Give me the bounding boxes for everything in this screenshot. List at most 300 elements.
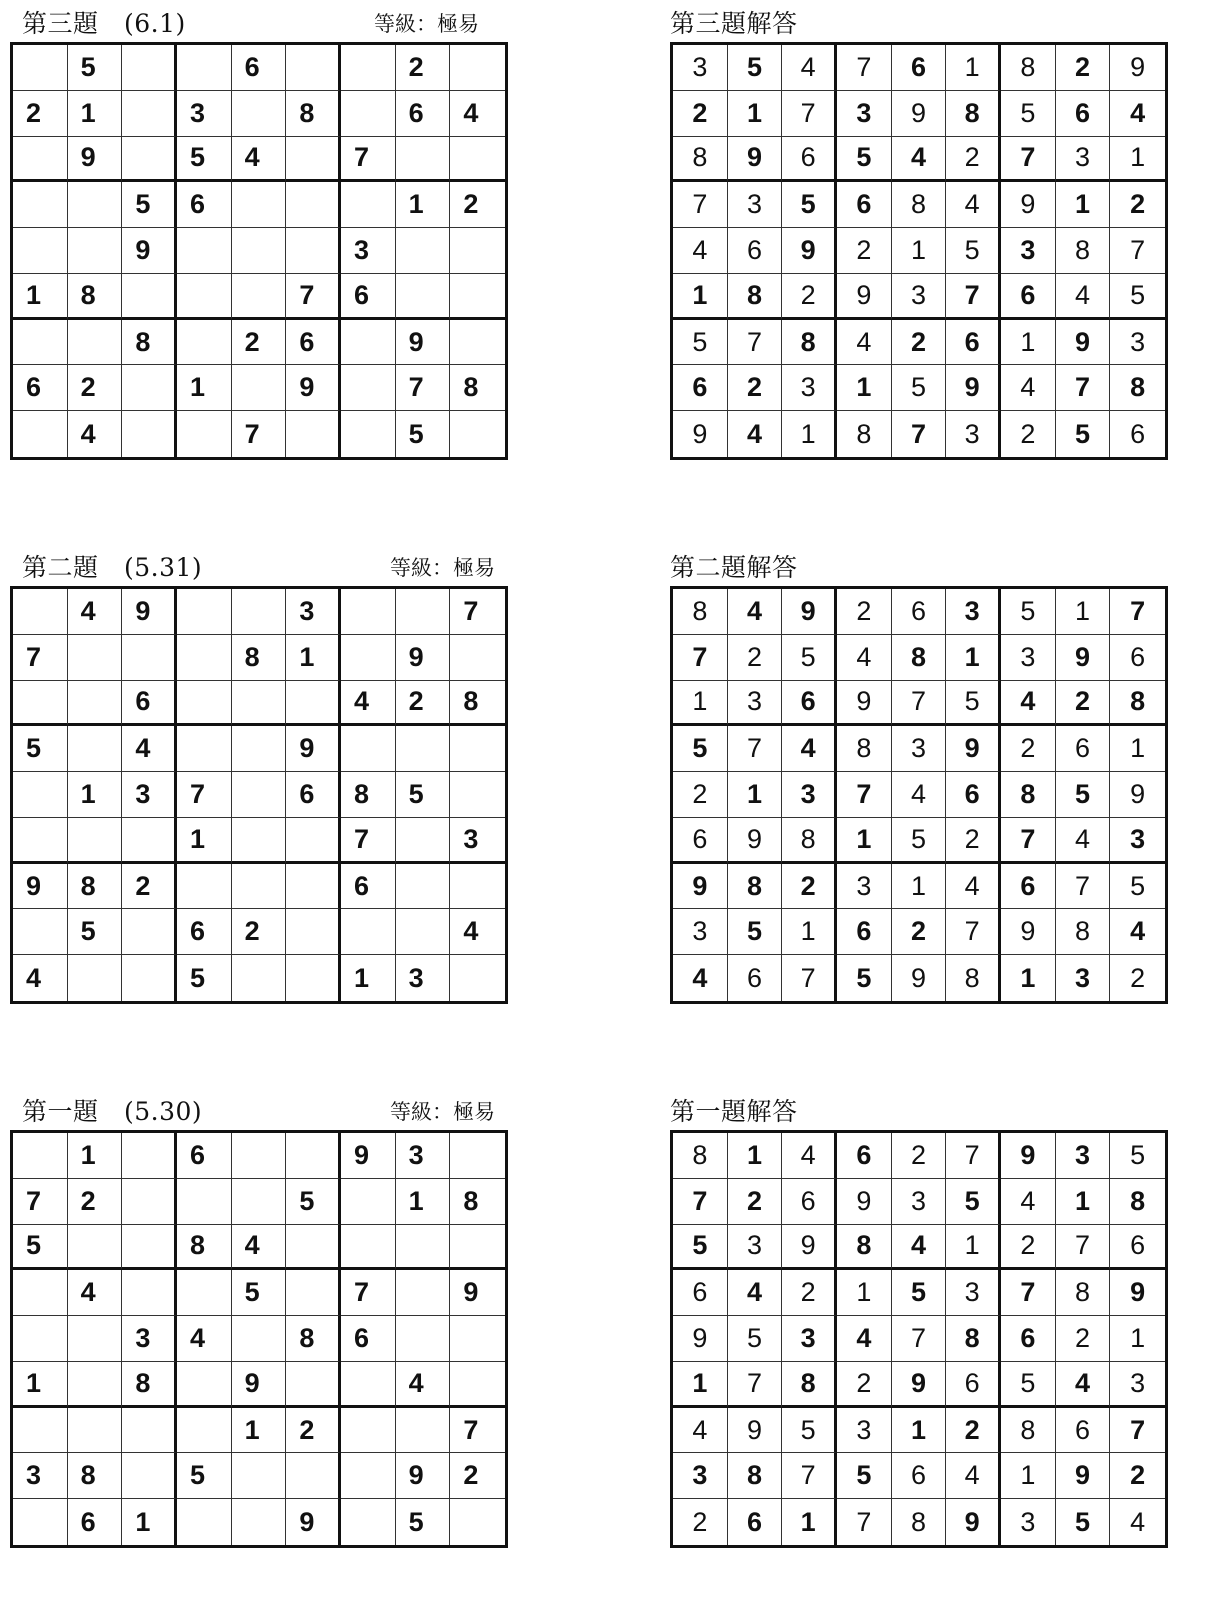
solution-cell: 4 (1110, 909, 1165, 955)
sudoku-cell (286, 909, 341, 955)
sudoku-cell (13, 1133, 68, 1179)
solution-cell: 2 (1001, 411, 1056, 457)
solution-cell: 6 (1056, 1408, 1111, 1454)
sudoku-cell (122, 137, 177, 183)
solution-grid (670, 42, 1168, 460)
solution-cell: 4 (782, 45, 837, 91)
sudoku-cell (450, 1316, 505, 1362)
solution-cell: 7 (837, 1499, 892, 1545)
sudoku-cell (68, 1408, 123, 1454)
solution-cell: 4 (946, 1453, 1001, 1499)
sudoku-cell (450, 45, 505, 91)
sudoku-cell (122, 955, 177, 1001)
sudoku-cell (122, 1133, 177, 1179)
sudoku-cell (122, 635, 177, 681)
solution-cell: 1 (1056, 589, 1111, 635)
solution-cell: 8 (892, 635, 947, 681)
solution-cell: 2 (1110, 1453, 1165, 1499)
solution-cell: 2 (946, 137, 1001, 183)
solution-cell: 2 (1001, 726, 1056, 772)
sudoku-cell: 5 (13, 726, 68, 772)
sudoku-cell: 4 (232, 137, 287, 183)
sudoku-cell: 8 (122, 1362, 177, 1408)
sudoku-cell: 5 (13, 1225, 68, 1271)
sudoku-cell: 8 (450, 365, 505, 411)
sudoku-cell: 7 (396, 365, 451, 411)
solution-cell: 6 (946, 772, 1001, 818)
sudoku-cell (68, 818, 123, 864)
solution-cell: 7 (673, 182, 728, 228)
sudoku-cell (122, 1270, 177, 1316)
sudoku-cell: 7 (13, 635, 68, 681)
solution-1 (670, 1092, 1168, 1552)
sudoku-cell: 9 (286, 726, 341, 772)
sudoku-cell (177, 411, 232, 457)
solution-cell: 6 (673, 818, 728, 864)
sudoku-cell (68, 1362, 123, 1408)
sudoku-cell (122, 274, 177, 320)
solution-cell: 2 (673, 772, 728, 818)
solution-cell: 6 (1056, 726, 1111, 772)
sudoku-cell: 4 (450, 91, 505, 137)
sudoku-cell: 3 (286, 589, 341, 635)
solution-cell: 8 (1110, 1179, 1165, 1225)
puzzle-grid (10, 1130, 508, 1548)
sudoku-cell: 8 (68, 864, 123, 910)
solution-cell: 6 (673, 365, 728, 411)
difficulty-level: 等級：極易 (390, 556, 495, 580)
solution-cell: 9 (946, 1499, 1001, 1545)
solution-3 (670, 4, 1168, 464)
sudoku-cell: 4 (13, 955, 68, 1001)
solution-cell: 5 (1001, 1362, 1056, 1408)
sudoku-cell (341, 1362, 396, 1408)
solution-cell: 2 (782, 1270, 837, 1316)
sudoku-cell: 9 (450, 1270, 505, 1316)
sudoku-cell: 3 (177, 91, 232, 137)
solution-cell: 2 (1130, 962, 1146, 993)
sudoku-cell: 5 (122, 182, 177, 228)
sudoku-cell (341, 589, 396, 635)
sudoku-cell: 4 (396, 1362, 451, 1408)
sudoku-cell: 5 (286, 1179, 341, 1225)
solution-cell: 8 (837, 1225, 892, 1271)
sudoku-cell (177, 320, 232, 366)
sudoku-cell (177, 228, 232, 274)
solution-cell: 9 (837, 681, 892, 727)
solution-cell: 7 (1056, 365, 1111, 411)
puzzle-title: 第二題 (5.31) (22, 553, 203, 582)
sudoku-cell (122, 818, 177, 864)
solution-cell: 3 (728, 681, 783, 727)
sudoku-cell (396, 864, 451, 910)
sudoku-cell: 9 (341, 1133, 396, 1179)
sudoku-cell (68, 726, 123, 772)
sudoku-cell: 3 (396, 955, 451, 1001)
solution-cell: 1 (1056, 182, 1111, 228)
solution-cell: 8 (673, 589, 728, 635)
solution-cell: 2 (728, 635, 783, 681)
solution-cell: 5 (782, 182, 837, 228)
solution-cell: 7 (782, 955, 837, 1001)
sudoku-cell: 4 (68, 589, 123, 635)
solution-cell: 5 (1110, 1133, 1165, 1179)
solution-cell: 9 (728, 1408, 783, 1454)
solution-cell: 9 (782, 1225, 837, 1271)
sudoku-cell (286, 137, 341, 183)
sudoku-cell: 6 (341, 274, 396, 320)
sudoku-cell: 5 (177, 137, 232, 183)
solution-cell: 5 (892, 1270, 947, 1316)
puzzle-grid (10, 586, 508, 1004)
sudoku-cell (396, 1225, 451, 1271)
solution-cell: 9 (1056, 635, 1111, 681)
solution-cell: 3 (673, 45, 728, 91)
sudoku-cell (396, 274, 451, 320)
solution-cell: 1 (837, 818, 892, 864)
sudoku-cell (232, 365, 287, 411)
puzzle-1 (10, 1092, 508, 1552)
solution-cell: 7 (946, 274, 1001, 320)
solution-cell: 1 (946, 45, 1001, 91)
sudoku-cell (341, 182, 396, 228)
solution-cell: 4 (673, 228, 728, 274)
puzzle-title: 第三題 (6.1) (22, 9, 186, 38)
solution-2 (670, 548, 1168, 1008)
sudoku-cell: 4 (68, 1270, 123, 1316)
sudoku-cell: 8 (68, 274, 123, 320)
sudoku-cell: 2 (396, 45, 451, 91)
solution-cell: 3 (946, 589, 1001, 635)
sudoku-cell (177, 681, 232, 727)
sudoku-cell (396, 909, 451, 955)
solution-cell: 4 (673, 955, 728, 1001)
solution-cell: 4 (837, 320, 892, 366)
solution-cell: 7 (892, 1316, 947, 1362)
solution-cell: 5 (1001, 589, 1056, 635)
solution-cell: 5 (728, 909, 783, 955)
sudoku-cell (177, 864, 232, 910)
solution-cell: 6 (1001, 1316, 1056, 1362)
sudoku-cell (232, 1499, 287, 1545)
solution-cell: 4 (837, 635, 892, 681)
solution-cell: 7 (1001, 1270, 1056, 1316)
solution-cell: 6 (892, 45, 947, 91)
solution-cell: 8 (782, 818, 837, 864)
solution-cell: 6 (892, 589, 947, 635)
sudoku-cell (13, 1408, 68, 1454)
solution-cell: 2 (782, 864, 837, 910)
sudoku-cell (232, 1133, 287, 1179)
sudoku-cell (177, 45, 232, 91)
sudoku-cell: 6 (177, 1133, 232, 1179)
solution-cell: 8 (946, 91, 1001, 137)
solution-cell: 5 (673, 726, 728, 772)
solution-cell: 7 (1056, 1225, 1111, 1271)
solution-cell: 8 (1056, 1270, 1111, 1316)
solution-cell: 5 (1110, 864, 1165, 910)
solution-cell: 8 (837, 726, 892, 772)
solution-cell: 6 (728, 228, 783, 274)
puzzle-2 (10, 548, 508, 1008)
sudoku-cell: 3 (122, 1316, 177, 1362)
sudoku-cell: 8 (232, 635, 287, 681)
solution-cell: 8 (1056, 909, 1111, 955)
sudoku-cell: 9 (396, 320, 451, 366)
solution-cell: 8 (1001, 45, 1056, 91)
solution-cell: 9 (837, 274, 892, 320)
solution-cell: 6 (892, 1453, 947, 1499)
solution-cell: 5 (1056, 1499, 1111, 1545)
sudoku-cell (68, 955, 123, 1001)
solution-cell: 2 (1056, 45, 1111, 91)
sudoku-cell: 1 (68, 772, 123, 818)
sudoku-cell: 1 (286, 635, 341, 681)
sudoku-cell (232, 1453, 287, 1499)
solution-cell: 3 (673, 1453, 728, 1499)
solution-cell: 3 (782, 772, 837, 818)
solution-cell: 3 (728, 182, 783, 228)
solution-grid (670, 586, 1168, 1004)
sudoku-cell (13, 681, 68, 727)
sudoku-cell: 9 (286, 365, 341, 411)
sudoku-cell: 7 (450, 589, 505, 635)
sudoku-cell (450, 1225, 505, 1271)
sudoku-cell (232, 274, 287, 320)
solution-cell: 8 (673, 137, 728, 183)
sudoku-cell (341, 1453, 396, 1499)
solution-cell: 5 (892, 365, 947, 411)
sudoku-cell: 2 (13, 91, 68, 137)
sudoku-cell (13, 1316, 68, 1362)
solution-cell: 5 (946, 681, 1001, 727)
solution-cell: 1 (837, 1270, 892, 1316)
solution-cell: 6 (1130, 418, 1146, 449)
sudoku-cell: 1 (396, 1179, 451, 1225)
solution-cell: 4 (946, 182, 1001, 228)
sudoku-cell: 2 (450, 182, 505, 228)
solution-cell: 7 (892, 681, 947, 727)
solution-cell: 7 (1001, 137, 1056, 183)
solution-cell: 1 (673, 681, 728, 727)
solution-cell: 3 (1001, 635, 1056, 681)
solution-cell: 3 (782, 1316, 837, 1362)
sudoku-cell (177, 589, 232, 635)
solution-cell: 5 (728, 1316, 783, 1362)
sudoku-cell (341, 1225, 396, 1271)
solution-cell: 7 (892, 411, 947, 457)
sudoku-cell (232, 91, 287, 137)
sudoku-cell (286, 955, 341, 1001)
solution-cell: 2 (728, 365, 783, 411)
sudoku-cell (450, 1133, 505, 1179)
solution-cell: 2 (728, 1179, 783, 1225)
sudoku-cell: 1 (177, 818, 232, 864)
solution-cell: 3 (1110, 818, 1165, 864)
solution-cell: 1 (892, 864, 947, 910)
solution-cell: 6 (946, 1362, 1001, 1408)
puzzle-title: 第一題 (5.30) (22, 1097, 203, 1126)
sudoku-cell (232, 818, 287, 864)
solution-cell: 5 (1056, 772, 1111, 818)
sudoku-cell (286, 228, 341, 274)
sudoku-cell: 9 (396, 635, 451, 681)
sudoku-cell (232, 726, 287, 772)
sudoku-cell (286, 1362, 341, 1408)
solution-cell: 4 (1001, 365, 1056, 411)
sudoku-cell (122, 1408, 177, 1454)
sudoku-cell (122, 909, 177, 955)
solution-cell: 6 (1056, 91, 1111, 137)
solution-cell: 7 (1056, 864, 1111, 910)
solution-cell: 3 (892, 1179, 947, 1225)
solution-cell: 1 (782, 909, 837, 955)
solution-cell: 1 (1110, 726, 1165, 772)
sudoku-cell (450, 1362, 505, 1408)
sudoku-cell: 9 (13, 864, 68, 910)
sudoku-cell (450, 635, 505, 681)
sudoku-cell: 4 (341, 681, 396, 727)
sudoku-cell: 2 (286, 1408, 341, 1454)
solution-cell: 4 (892, 137, 947, 183)
sudoku-cell: 6 (286, 772, 341, 818)
solution-cell: 9 (1001, 1133, 1056, 1179)
solution-cell: 3 (1001, 1499, 1056, 1545)
solution-cell: 6 (673, 1270, 728, 1316)
solution-cell: 4 (837, 1316, 892, 1362)
puzzle-3 (10, 4, 508, 464)
solution-cell: 1 (1001, 1453, 1056, 1499)
solution-cell: 8 (946, 1316, 1001, 1362)
sudoku-cell (122, 91, 177, 137)
solution-cell: 8 (673, 1133, 728, 1179)
solution-cell: 4 (728, 589, 783, 635)
solution-cell: 5 (782, 1408, 837, 1454)
sudoku-cell (68, 681, 123, 727)
solution-cell: 9 (728, 137, 783, 183)
sudoku-cell: 9 (68, 137, 123, 183)
solution-cell: 8 (946, 955, 1001, 1001)
difficulty-level: 等級：極易 (374, 12, 479, 36)
sudoku-cell: 1 (13, 1362, 68, 1408)
sudoku-cell: 5 (232, 1270, 287, 1316)
solution-cell: 3 (837, 91, 892, 137)
sudoku-cell (341, 1179, 396, 1225)
solution-cell: 1 (1001, 320, 1056, 366)
sudoku-cell: 8 (286, 1316, 341, 1362)
solution-cell: 4 (1056, 818, 1111, 864)
sudoku-cell (68, 320, 123, 366)
sudoku-cell (450, 228, 505, 274)
solution-cell: 9 (946, 726, 1001, 772)
sudoku-cell (122, 1453, 177, 1499)
solution-cell: 4 (892, 1225, 947, 1271)
sudoku-cell: 5 (396, 1499, 451, 1545)
solution-cell: 5 (1056, 411, 1111, 457)
sudoku-cell (341, 635, 396, 681)
solution-cell: 7 (946, 909, 1001, 955)
sudoku-cell (286, 818, 341, 864)
solution-cell: 4 (946, 864, 1001, 910)
solution-cell: 1 (892, 1408, 947, 1454)
solution-cell: 5 (837, 137, 892, 183)
solution-cell: 6 (728, 1499, 783, 1545)
solution-cell: 7 (782, 1453, 837, 1499)
sudoku-cell: 1 (396, 182, 451, 228)
sudoku-cell: 7 (13, 1179, 68, 1225)
solution-cell: 1 (782, 1499, 837, 1545)
solution-cell: 4 (1001, 1179, 1056, 1225)
sudoku-cell (177, 274, 232, 320)
solution-cell: 8 (728, 864, 783, 910)
sudoku-cell: 5 (68, 45, 123, 91)
solution-cell: 5 (673, 1225, 728, 1271)
solution-cell: 8 (837, 411, 892, 457)
sudoku-cell (122, 45, 177, 91)
sudoku-cell (232, 589, 287, 635)
solution-cell: 9 (892, 1362, 947, 1408)
solution-cell: 9 (892, 955, 947, 1001)
solution-cell: 6 (837, 182, 892, 228)
sudoku-cell: 7 (450, 1408, 505, 1454)
solution-cell: 5 (728, 45, 783, 91)
solution-cell: 1 (892, 228, 947, 274)
sudoku-cell (122, 411, 177, 457)
sudoku-cell: 6 (396, 91, 451, 137)
sudoku-cell: 5 (396, 411, 451, 457)
solution-cell: 4 (673, 1408, 728, 1454)
sudoku-cell (450, 137, 505, 183)
solution-cell: 2 (837, 228, 892, 274)
solution-cell: 5 (946, 1179, 1001, 1225)
sudoku-cell: 7 (232, 411, 287, 457)
solution-title: 第二題解答 (670, 553, 798, 582)
solution-cell: 4 (728, 411, 783, 457)
solution-cell: 3 (1056, 955, 1111, 1001)
sudoku-cell: 9 (396, 1453, 451, 1499)
sudoku-cell (13, 411, 68, 457)
sudoku-cell: 2 (68, 365, 123, 411)
sudoku-cell: 2 (396, 681, 451, 727)
solution-cell: 7 (673, 635, 728, 681)
sudoku-cell (450, 864, 505, 910)
solution-cell: 2 (946, 1408, 1001, 1454)
sudoku-cell (286, 1270, 341, 1316)
solution-cell: 3 (1110, 1362, 1165, 1408)
solution-cell: 1 (728, 91, 783, 137)
sudoku-cell (13, 182, 68, 228)
solution-cell: 2 (946, 818, 1001, 864)
solution-cell: 6 (1001, 274, 1056, 320)
sudoku-cell: 9 (232, 1362, 287, 1408)
solution-cell: 7 (728, 726, 783, 772)
sudoku-cell (341, 726, 396, 772)
solution-cell: 2 (892, 909, 947, 955)
sudoku-cell (122, 365, 177, 411)
solution-title: 第一題解答 (670, 1097, 798, 1126)
solution-cell: 2 (837, 589, 892, 635)
sudoku-cell (341, 45, 396, 91)
sudoku-cell (396, 137, 451, 183)
sudoku-cell (286, 182, 341, 228)
solution-cell: 9 (673, 411, 728, 457)
sudoku-cell (286, 1133, 341, 1179)
sudoku-cell (450, 955, 505, 1001)
sudoku-cell (286, 681, 341, 727)
sudoku-cell (68, 1225, 123, 1271)
solution-cell: 4 (1130, 1506, 1146, 1537)
sudoku-cell (286, 864, 341, 910)
